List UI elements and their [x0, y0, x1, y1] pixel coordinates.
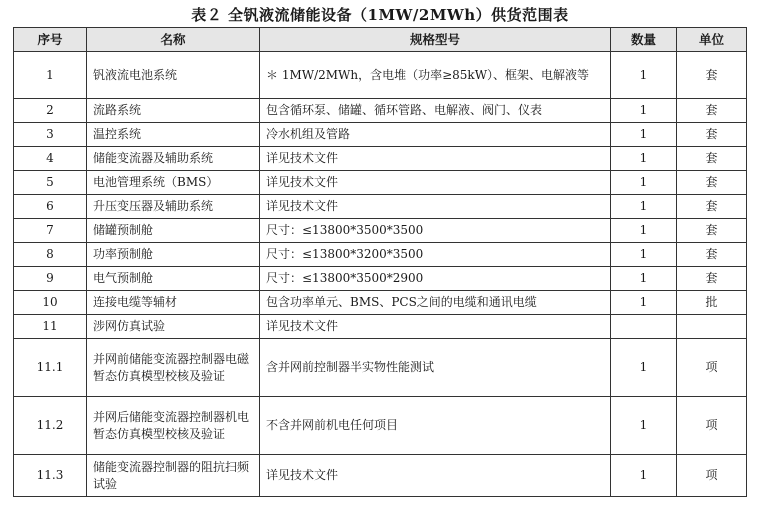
cell-unit: 套	[677, 147, 747, 171]
cell-unit: 套	[677, 219, 747, 243]
header-quantity: 数量	[611, 28, 677, 52]
cell-spec: 尺寸：≤13800*3500*2900	[260, 267, 611, 291]
cell-quantity: 1	[611, 123, 677, 147]
cell-spec: 详见技术文件	[260, 455, 611, 497]
cell-name: 储罐预制舱	[87, 219, 260, 243]
header-index: 序号	[14, 28, 87, 52]
cell-spec: 详见技术文件	[260, 195, 611, 219]
cell-name: 温控系统	[87, 123, 260, 147]
table-row	[14, 219, 747, 243]
cell-index: 3	[14, 123, 87, 147]
cell-quantity	[611, 315, 677, 339]
cell-name: 电池管理系统（BMS）	[87, 171, 260, 195]
cell-index: 4	[14, 147, 87, 171]
cell-name: 储能变流器控制器的阻抗扫频试验	[87, 455, 260, 497]
cell-unit: 套	[677, 99, 747, 123]
table-row	[14, 243, 747, 267]
cell-index: 10	[14, 291, 87, 315]
cell-index: 6	[14, 195, 87, 219]
cell-quantity: 1	[611, 195, 677, 219]
cell-quantity: 1	[611, 397, 677, 455]
table-row	[14, 195, 747, 219]
cell-name: 储能变流器及辅助系统	[87, 147, 260, 171]
header-name: 名称	[87, 28, 260, 52]
cell-spec: 详见技术文件	[260, 315, 611, 339]
cell-spec: 包含循环泵、储罐、循环管路、电解液、阀门、仪表	[260, 99, 611, 123]
cell-index: 11.2	[14, 397, 87, 455]
cell-spec: 不含并网前机电任何项目	[260, 397, 611, 455]
cell-spec: 详见技术文件	[260, 171, 611, 195]
header-spec: 规格型号	[260, 28, 611, 52]
table-row	[14, 397, 747, 455]
table-row	[14, 147, 747, 171]
cell-name: 涉网仿真试验	[87, 315, 260, 339]
cell-name: 电气预制舱	[87, 267, 260, 291]
cell-index: 1	[14, 52, 87, 99]
cell-unit: 套	[677, 171, 747, 195]
table-row	[14, 455, 747, 497]
cell-spec: ＊ 1MW/2MWh，含电堆（功率≥85kW）、框架、电解液等	[260, 52, 611, 99]
table-title: 表２ 全钒液流储能设备（1MW/2MWh）供货范围表	[191, 6, 569, 24]
cell-spec: 冷水机组及管路	[260, 123, 611, 147]
cell-name: 钒液流电池系统	[87, 52, 260, 99]
cell-name: 功率预制舱	[87, 243, 260, 267]
cell-quantity: 1	[611, 171, 677, 195]
cell-unit	[677, 315, 747, 339]
cell-index: 7	[14, 219, 87, 243]
cell-quantity: 1	[611, 147, 677, 171]
cell-unit: 套	[677, 267, 747, 291]
cell-quantity: 1	[611, 267, 677, 291]
cell-index: 2	[14, 99, 87, 123]
cell-quantity: 1	[611, 219, 677, 243]
cell-quantity: 1	[611, 455, 677, 497]
cell-name: 并网后储能变流器控制器机电暂态仿真模型校核及验证	[87, 397, 260, 455]
cell-spec: 含并网前控制器半实物性能测试	[260, 339, 611, 397]
cell-unit: 批	[677, 291, 747, 315]
header-unit: 单位	[677, 28, 747, 52]
cell-index: 5	[14, 171, 87, 195]
cell-unit: 项	[677, 455, 747, 497]
cell-index: 11.3	[14, 455, 87, 497]
cell-unit: 项	[677, 339, 747, 397]
table-row	[14, 123, 747, 147]
table-row	[14, 315, 747, 339]
table-row	[14, 267, 747, 291]
cell-name: 连接电缆等辅材	[87, 291, 260, 315]
cell-name: 升压变压器及辅助系统	[87, 195, 260, 219]
cell-spec: 详见技术文件	[260, 147, 611, 171]
header-row	[14, 28, 747, 52]
cell-quantity: 1	[611, 291, 677, 315]
cell-index: 9	[14, 267, 87, 291]
cell-spec: 尺寸：≤13800*3200*3500	[260, 243, 611, 267]
cell-unit: 套	[677, 123, 747, 147]
cell-quantity: 1	[611, 339, 677, 397]
table-row	[14, 99, 747, 123]
cell-unit: 套	[677, 195, 747, 219]
table-row	[14, 171, 747, 195]
cell-name: 并网前储能变流器控制器电磁暂态仿真模型校核及验证	[87, 339, 260, 397]
cell-unit: 项	[677, 397, 747, 455]
cell-quantity: 1	[611, 52, 677, 99]
cell-unit: 套	[677, 52, 747, 99]
cell-index: 8	[14, 243, 87, 267]
cell-spec: 包含功率单元、BMS、PCS之间的电缆和通讯电缆	[260, 291, 611, 315]
cell-name: 流路系统	[87, 99, 260, 123]
table-row	[14, 339, 747, 397]
table-row	[14, 291, 747, 315]
cell-quantity: 1	[611, 99, 677, 123]
table-row	[14, 52, 747, 99]
cell-index: 11.1	[14, 339, 87, 397]
cell-quantity: 1	[611, 243, 677, 267]
cell-spec: 尺寸：≤13800*3500*3500	[260, 219, 611, 243]
supply-scope-table	[13, 27, 747, 497]
cell-unit: 套	[677, 243, 747, 267]
cell-index: 11	[14, 315, 87, 339]
